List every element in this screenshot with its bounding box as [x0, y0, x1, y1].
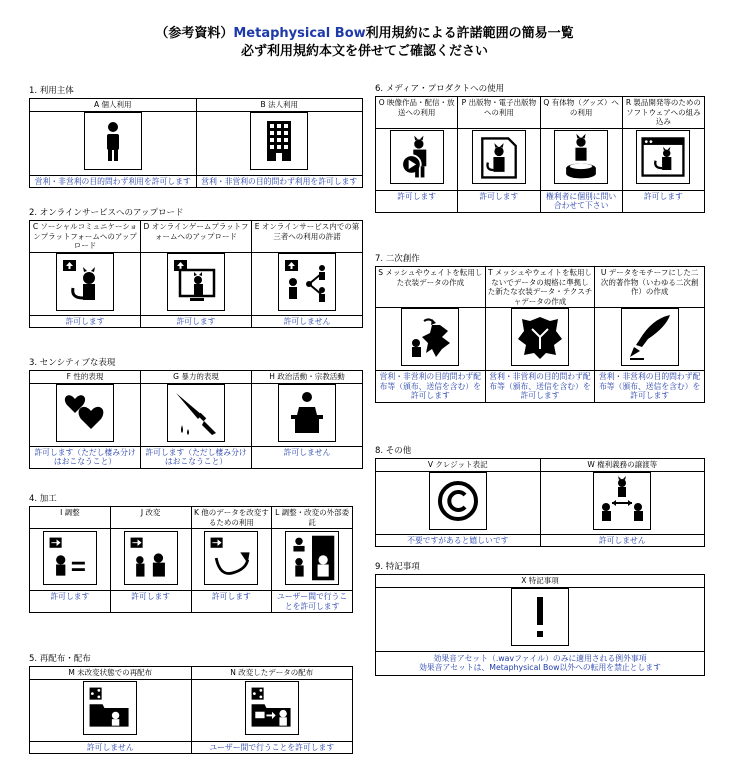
section-title: 3. センシティブな表現 [29, 358, 116, 368]
item-head: E オンラインサービス内での第三者への利用の許諾 [252, 221, 363, 253]
item-head: P 出版物・電子出版物への利用 [458, 97, 540, 129]
item-result: ユーザー間で行うことを許可します [191, 741, 353, 754]
costume-convert-icon [401, 308, 459, 366]
section-processing [29, 492, 353, 613]
item-head: R 製品開発等のためのソフトウェアへの組み込み [622, 97, 704, 129]
item-result: 許可しません [540, 534, 705, 547]
distribute-modified-icon [245, 681, 299, 735]
podium-icon [278, 384, 336, 442]
item-result: 営利・非営利の目的問わず配布等（頒布、送信を含む）を許可します [485, 371, 595, 403]
item-result: 営利・非営利の目的問わず利用を許可します [30, 175, 197, 188]
item-result: 許可します [30, 591, 111, 613]
item-head: H 政治活動・宗教活動 [252, 371, 363, 384]
share-cat-icon [278, 253, 336, 311]
item-result: 許可します [191, 591, 272, 613]
copyright-icon [429, 472, 487, 530]
page-subtitle: 必ず利用規約本文を併せてご確認ください [240, 44, 488, 59]
item-head: U データをモチーフにした二次的著作物（いわゆる二次創作）の作成 [595, 267, 705, 308]
item-head: T メッシュやウェイトを転用しないでデータの規格に準拠した新たな衣装データ・テクスチャデータの作成 [485, 267, 595, 308]
item-result: 許可しません [30, 741, 192, 754]
item-result: 許可します [622, 190, 704, 212]
section-special-notes [375, 560, 705, 676]
item-result: 許可します [30, 315, 141, 328]
item-head: B 法人利用 [196, 99, 363, 112]
note-line-2: 効果音アセットは、Metaphysical Bow以外への転用を禁止とします [419, 663, 661, 672]
costume-icon [511, 308, 569, 366]
item-result: 権利者に個別に問い合わせて下さい [540, 190, 622, 212]
section-other [375, 444, 705, 547]
item-head: W 権利義務の譲渡等 [540, 459, 705, 472]
section-usage-subject [29, 84, 363, 188]
item-head: X 特記事項 [376, 575, 705, 588]
item-head: V クレジット表記 [376, 459, 541, 472]
section-online-upload [29, 206, 363, 328]
pen-icon [621, 308, 679, 366]
page-title [0, 22, 729, 41]
section-title: 7. 二次創作 [375, 254, 420, 264]
modify-icon [124, 531, 178, 585]
item-result: ユーザー間で行うことを許可します [272, 591, 353, 613]
item-head: C ソーシャルコミュニケーションプラットフォームへのアップロード [30, 221, 141, 253]
title-suffix: 利用規約による許諾範囲の簡易一覧 [365, 26, 574, 41]
section-title: 6. メディア・プロダクトへの使用 [375, 84, 505, 94]
section-title: 9. 特記事項 [375, 562, 420, 572]
item-result: 許可します [141, 315, 252, 328]
item-result: 許可します [110, 591, 191, 613]
item-result: 許可します [458, 190, 540, 212]
item-head: L 調整・改変の外部委託 [272, 507, 353, 529]
item-head: Q 有体物（グッズ）への利用 [540, 97, 622, 129]
building-icon [250, 112, 308, 170]
video-icon [390, 130, 444, 184]
title-prefix: （参考資料） [155, 26, 234, 41]
monitor-cat-icon [167, 253, 225, 311]
item-head: F 性的表現 [30, 371, 141, 384]
item-result: 許可します（ただし棲み分けはおこなうこと） [141, 446, 252, 468]
item-head: G 暴力的表現 [141, 371, 252, 384]
item-head: O 映像作品・配信・放送への利用 [376, 97, 458, 129]
section-sensitive [29, 356, 363, 469]
software-icon [636, 130, 690, 184]
transfer-icon [593, 472, 651, 530]
outsource-icon [285, 531, 339, 585]
section-media-product [375, 82, 705, 213]
item-result: 不要ですがあると嬉しいです [376, 534, 541, 547]
section-title: 4. 加工 [29, 494, 57, 504]
title-brand: Metaphysical Bow [233, 26, 366, 41]
section-redistribution [29, 652, 353, 754]
knife-icon [167, 384, 225, 442]
person-icon [84, 112, 142, 170]
item-head: K 他のデータを改変するための利用 [191, 507, 272, 529]
item-result: 許可します [376, 190, 458, 212]
exclamation-icon [511, 588, 569, 646]
publication-icon [472, 130, 526, 184]
item-head: A 個人利用 [30, 99, 197, 112]
item-result: 営利・非営利の目的問わず利用を許可します [196, 175, 363, 188]
section-title: 8. その他 [375, 446, 412, 456]
adjust-icon [43, 531, 97, 585]
item-head: S メッシュやウェイトを転用した衣装データの作成 [376, 267, 486, 308]
item-result: 許可しません [252, 446, 363, 468]
item-result: 許可しません [252, 315, 363, 328]
item-head: N 改変したデータの配布 [191, 667, 353, 680]
section-derivative [375, 252, 705, 403]
redistribute-icon [83, 681, 137, 735]
upload-cat-icon [56, 253, 114, 311]
hearts-icon [56, 384, 114, 442]
section-title: 2. オンラインサービスへのアップロード [29, 208, 184, 218]
item-head: J 改変 [110, 507, 191, 529]
figure-icon [554, 130, 608, 184]
item-head: M 未改変状態での再配布 [30, 667, 192, 680]
section-title: 1. 利用主体 [29, 86, 74, 96]
item-result: 営利・非営利の目的問わず配布等（頒布、送信を含む）を許可します [376, 371, 486, 403]
item-result: 営利・非営利の目的問わず配布等（頒布、送信を含む）を許可します [595, 371, 705, 403]
item-head: I 調整 [30, 507, 111, 529]
note-line-1: 効果音アセット（.wavファイル）のみに適用される例外事項 [433, 653, 647, 663]
item-head: D オンラインゲームプラットフォームへのアップロード [141, 221, 252, 253]
section-title: 5. 再配布・配布 [29, 654, 91, 664]
morph-icon [204, 531, 258, 585]
item-result [376, 651, 705, 675]
item-result: 許可します（ただし棲み分けはおこなうこと） [30, 446, 141, 468]
